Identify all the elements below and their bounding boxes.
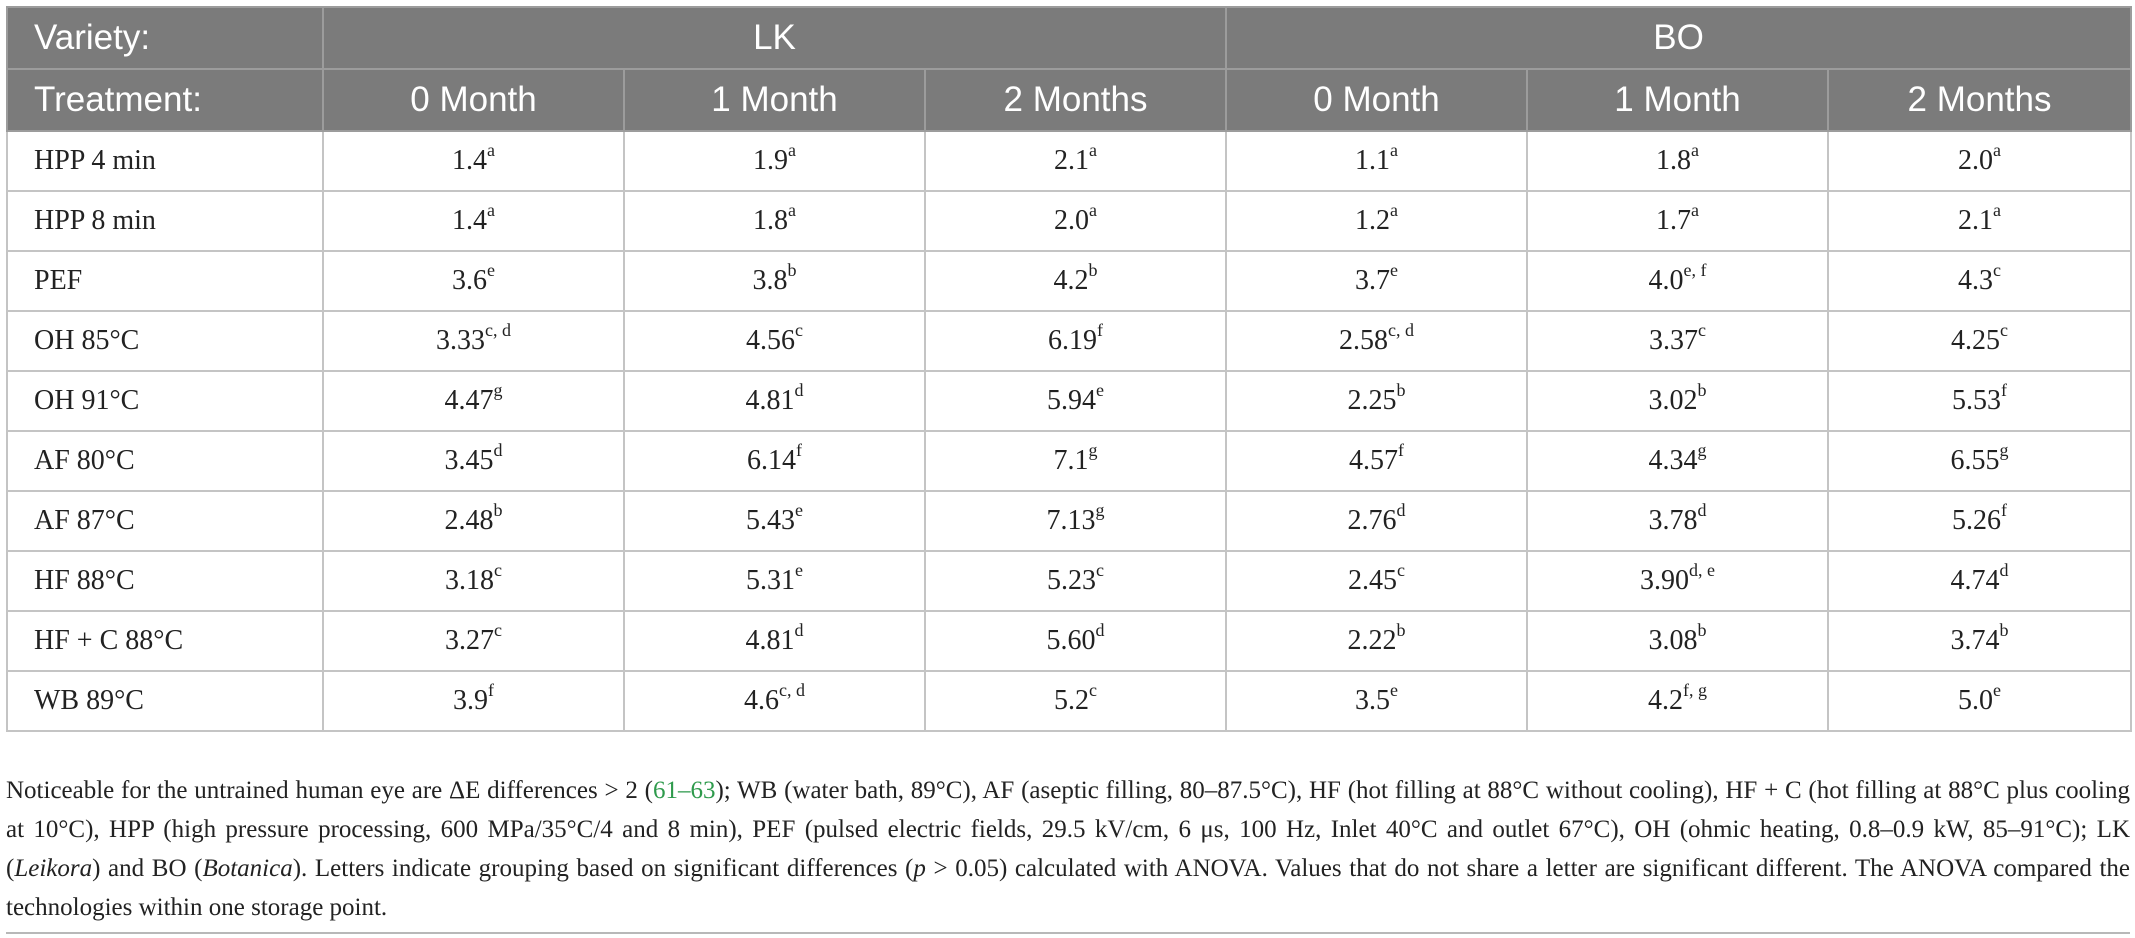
significance-letter: f (1398, 440, 1404, 460)
significance-letter: d, e (1689, 560, 1715, 580)
delta-e-value: 2.58 (1339, 325, 1388, 356)
significance-letter: e (1096, 380, 1104, 400)
significance-letter: c, d (779, 680, 805, 700)
significance-letter: c (494, 620, 502, 640)
significance-letter: a (1993, 200, 2002, 220)
period-header: 1 Month (1527, 69, 1828, 131)
delta-e-cell (624, 611, 925, 671)
delta-e-cell (323, 551, 624, 611)
significance-letter: b (1396, 620, 1406, 640)
delta-e-cell (624, 491, 925, 551)
variety-header-row (7, 7, 2131, 69)
delta-e-value: 3.90 (1640, 565, 1689, 596)
footnote-text: ) and BO ( (92, 855, 203, 882)
significance-letter: e (1390, 260, 1398, 280)
significance-letter: e (1390, 680, 1398, 700)
significance-letter: b (1697, 620, 1707, 640)
delta-e-cell (1828, 551, 2131, 611)
delta-e-cell (925, 431, 1226, 491)
table-header (7, 7, 2131, 131)
delta-e-cell (1828, 431, 2131, 491)
significance-letter: e, f (1683, 260, 1707, 280)
delta-e-value: 3.74 (1950, 625, 2000, 656)
delta-e-cell (624, 251, 925, 311)
delta-e-cell (1828, 491, 2131, 551)
delta-e-value: 4.3 (1958, 265, 1994, 296)
significance-letter: g (1697, 440, 1707, 460)
delta-e-cell (1527, 191, 1828, 251)
treatment-name: HF + C 88°C (7, 611, 323, 671)
delta-e-value: 2.1 (1054, 145, 1089, 176)
delta-e-value: 2.22 (1347, 625, 1397, 656)
delta-e-cell (323, 191, 624, 251)
significance-letter: d (1697, 500, 1707, 520)
footnote-text: ); WB (water bath, 89°C), AF (aseptic filling, 80–87.5°C), HF (hot filling at 88°C without cooling), HF + C (hot filling at 88°C plus cooling at 10°C), HPP (high pressure processing, 600 MPa/35°C/4 and 8 min), PEF (pulsed electric fields, 29.5 kV/cm, 6 μs, 100 Hz, Inlet 40°C and outlet 67°C), OH (ohmic heating, 0.8–0.9 kW, 85–91°C); LK ( (6, 777, 2130, 882)
delta-e-value: 3.9 (453, 685, 488, 716)
significance-letter: e (795, 560, 803, 580)
delta-e-cell (1828, 611, 2131, 671)
significance-letter: g (1999, 440, 2009, 460)
treatment-label: Treatment: (7, 69, 323, 131)
treatment-name: PEF (7, 251, 323, 311)
period-header: 1 Month (624, 69, 925, 131)
delta-e-value: 6.55 (1950, 445, 2000, 476)
delta-e-cell (1527, 371, 1828, 431)
delta-e-value: 3.6 (452, 265, 487, 296)
footnote-text: ). Letters indicate grouping based on significant differences ( (292, 855, 914, 882)
delta-e-value: 1.9 (753, 145, 788, 176)
significance-letter: b (1999, 620, 2009, 640)
treatment-name: HF 88°C (7, 551, 323, 611)
delta-e-cell (925, 551, 1226, 611)
delta-e-value: 1.8 (753, 205, 788, 236)
delta-e-value: 2.76 (1347, 505, 1397, 536)
significance-letter: c (1096, 560, 1104, 580)
table-row (7, 311, 2131, 371)
delta-e-cell (1226, 611, 1527, 671)
table-row (7, 671, 2131, 731)
delta-e-cell (323, 371, 624, 431)
table-row (7, 491, 2131, 551)
delta-e-value: 5.43 (746, 505, 795, 536)
delta-e-cell (1226, 371, 1527, 431)
delta-e-cell (624, 191, 925, 251)
delta-e-cell (323, 131, 624, 191)
delta-e-value: 4.81 (745, 385, 795, 416)
delta-e-cell (1527, 551, 1828, 611)
treatment-name: AF 87°C (7, 491, 323, 551)
significance-letter: a (487, 140, 495, 160)
delta-e-value: 5.2 (1054, 685, 1089, 716)
delta-e-value: 4.74 (1950, 565, 2000, 596)
delta-e-value: 2.1 (1958, 205, 1994, 236)
treatment-name: AF 80°C (7, 431, 323, 491)
significance-letter: d (794, 620, 804, 640)
delta-e-value: 4.25 (1951, 325, 2001, 356)
delta-e-cell (1527, 131, 1828, 191)
delta-e-value: 3.27 (445, 625, 494, 656)
delta-e-cell (925, 311, 1226, 371)
delta-e-value: 1.7 (1656, 205, 1691, 236)
significance-letter: e (487, 260, 495, 280)
delta-e-cell (1527, 251, 1828, 311)
delta-e-value: 2.25 (1347, 385, 1397, 416)
significance-letter: a (1993, 140, 2002, 160)
table-footnote (6, 771, 2130, 927)
delta-e-cell (1226, 191, 1527, 251)
significance-letter: d (794, 380, 804, 400)
treatment-name: HPP 8 min (7, 191, 323, 251)
delta-e-cell (624, 551, 925, 611)
significance-letter: c (494, 560, 502, 580)
delta-e-value: 4.0 (1648, 265, 1684, 296)
delta-e-value: 4.2 (1648, 685, 1683, 716)
period-header: 2 Months (925, 69, 1226, 131)
delta-e-cell (925, 191, 1226, 251)
delta-e-cell (1527, 491, 1828, 551)
delta-e-value: 7.1 (1053, 445, 1089, 476)
significance-letter: d (1095, 620, 1105, 640)
significance-letter: f (2001, 500, 2008, 520)
delta-e-cell (1527, 311, 1828, 371)
significance-letter: a (788, 140, 796, 160)
delta-e-value: 3.5 (1355, 685, 1390, 716)
delta-e-value: 3.37 (1649, 325, 1698, 356)
significance-letter: e (795, 500, 803, 520)
footnote-text: Noticeable for the untrained human eye are ΔE differences > 2 ( (6, 777, 653, 804)
table-row (7, 251, 2131, 311)
delta-e-value: 4.47 (444, 385, 494, 416)
delta-e-value: 3.8 (752, 265, 788, 296)
delta-e-value: 4.6 (744, 685, 779, 716)
significance-letter: f (488, 680, 494, 700)
significance-letter: c (795, 320, 803, 340)
significance-letter: b (1697, 380, 1707, 400)
delta-e-cell (925, 251, 1226, 311)
delta-e-cell (1226, 311, 1527, 371)
delta-e-cell (1226, 251, 1527, 311)
variety-lk-header: LK (323, 7, 1226, 69)
table-row (7, 611, 2131, 671)
significance-letter: e (1993, 680, 2002, 700)
delta-e-value: 3.33 (436, 325, 485, 356)
delta-e-value: 2.0 (1958, 145, 1994, 176)
delta-e-value: 5.31 (746, 565, 795, 596)
significance-letter: c, d (1388, 320, 1414, 340)
delta-e-value: 5.94 (1047, 385, 1096, 416)
delta-e-value: 1.2 (1355, 205, 1390, 236)
significance-letter: f (2001, 380, 2008, 400)
delta-e-cell (1226, 431, 1527, 491)
delta-e-cell (925, 671, 1226, 731)
delta-e-cell (624, 311, 925, 371)
delta-e-value: 5.26 (1952, 505, 2002, 536)
delta-e-value: 6.19 (1048, 325, 1097, 356)
delta-e-cell (323, 431, 624, 491)
delta-e-cell (624, 671, 925, 731)
delta-e-cell (323, 611, 624, 671)
significance-letter: a (1390, 140, 1398, 160)
significance-letter: c (1698, 320, 1706, 340)
delta-e-cell (624, 131, 925, 191)
treatment-name: HPP 4 min (7, 131, 323, 191)
significance-letter: f (796, 440, 802, 460)
significance-letter: g (1088, 440, 1098, 460)
delta-e-value: 1.1 (1355, 145, 1390, 176)
footnote-text: > 0.05) calculated with ANOVA. Values that do not share a letter are significant different. The ANOVA compared the technologies within one storage point. (6, 855, 2130, 921)
delta-e-value: 3.78 (1648, 505, 1698, 536)
treatment-name: OH 85°C (7, 311, 323, 371)
significance-letter: b (1396, 380, 1406, 400)
significance-letter: c (2000, 320, 2009, 340)
delta-e-cell (1828, 311, 2131, 371)
table-row (7, 371, 2131, 431)
delta-e-cell (323, 491, 624, 551)
delta-e-value: 3.7 (1355, 265, 1390, 296)
table-body (7, 131, 2131, 731)
delta-e-value: 1.8 (1656, 145, 1691, 176)
delta-e-value: 2.45 (1348, 565, 1397, 596)
significance-letter: f, g (1683, 680, 1707, 700)
significance-letter: d (1999, 560, 2009, 580)
delta-e-cell (1828, 131, 2131, 191)
delta-e-value: 4.34 (1648, 445, 1698, 476)
treatment-header-row (7, 69, 2131, 131)
significance-letter: c (1397, 560, 1405, 580)
delta-e-cell (925, 371, 1226, 431)
delta-e-value: 4.81 (745, 625, 795, 656)
delta-e-cell (624, 371, 925, 431)
delta-e-value: 7.13 (1046, 505, 1096, 536)
delta-e-cell (925, 611, 1226, 671)
delta-e-cell (1226, 671, 1527, 731)
delta-e-value: 1.4 (452, 145, 487, 176)
delta-e-value: 1.4 (452, 205, 487, 236)
variety-name-leikora: Leikora (14, 855, 93, 882)
variety-label: Variety: (7, 7, 323, 69)
significance-letter: f (1097, 320, 1103, 340)
delta-e-value: 3.45 (444, 445, 494, 476)
significance-letter: a (1691, 200, 1699, 220)
treatment-name: WB 89°C (7, 671, 323, 731)
significance-letter: d (493, 440, 503, 460)
period-header: 0 Month (323, 69, 624, 131)
treatment-name: OH 91°C (7, 371, 323, 431)
significance-letter: a (487, 200, 495, 220)
results-table (6, 6, 2132, 732)
delta-e-value: 6.14 (747, 445, 796, 476)
significance-letter: a (1089, 200, 1097, 220)
significance-letter: b (1088, 260, 1098, 280)
delta-e-value: 5.23 (1047, 565, 1096, 596)
significance-letter: g (493, 380, 503, 400)
table-row (7, 131, 2131, 191)
delta-e-cell (323, 251, 624, 311)
delta-e-cell (1226, 131, 1527, 191)
variety-name-botanica: Botanica (202, 855, 293, 882)
delta-e-value: 3.08 (1648, 625, 1698, 656)
delta-e-cell (925, 131, 1226, 191)
significance-letter: b (787, 260, 797, 280)
significance-letter: a (1089, 140, 1097, 160)
significance-letter: c (1993, 260, 2002, 280)
period-header: 0 Month (1226, 69, 1527, 131)
significance-letter: a (1390, 200, 1398, 220)
period-header: 2 Months (1828, 69, 2131, 131)
delta-e-value: 2.0 (1054, 205, 1089, 236)
delta-e-cell (1226, 491, 1527, 551)
table-row (7, 191, 2131, 251)
significance-letter: b (493, 500, 503, 520)
delta-e-cell (1828, 671, 2131, 731)
significance-letter: c (1089, 680, 1097, 700)
delta-e-cell (1527, 671, 1828, 731)
delta-e-value: 4.56 (746, 325, 795, 356)
delta-e-cell (925, 491, 1226, 551)
table-row (7, 431, 2131, 491)
delta-e-cell (1828, 371, 2131, 431)
significance-letter: g (1095, 500, 1105, 520)
reference-link[interactable]: 61–63 (652, 777, 716, 804)
delta-e-cell (323, 311, 624, 371)
variety-bo-header: BO (1226, 7, 2131, 69)
delta-e-cell (1828, 191, 2131, 251)
significance-letter: d (1396, 500, 1406, 520)
p-value-symbol: p (913, 855, 926, 882)
delta-e-value: 5.0 (1958, 685, 1994, 716)
table-row (7, 551, 2131, 611)
delta-e-value: 3.18 (445, 565, 494, 596)
delta-e-cell (1828, 251, 2131, 311)
delta-e-cell (1527, 431, 1828, 491)
delta-e-cell (323, 671, 624, 731)
delta-e-value: 3.02 (1648, 385, 1698, 416)
delta-e-value: 4.2 (1053, 265, 1089, 296)
significance-letter: a (788, 200, 796, 220)
bottom-divider (6, 932, 2130, 934)
delta-e-value: 5.53 (1952, 385, 2002, 416)
delta-e-value: 2.48 (444, 505, 494, 536)
delta-e-cell (1226, 551, 1527, 611)
delta-e-value: 4.57 (1349, 445, 1398, 476)
delta-e-value: 5.60 (1046, 625, 1096, 656)
delta-e-cell (1527, 611, 1828, 671)
significance-letter: a (1691, 140, 1699, 160)
delta-e-cell (624, 431, 925, 491)
significance-letter: c, d (485, 320, 511, 340)
